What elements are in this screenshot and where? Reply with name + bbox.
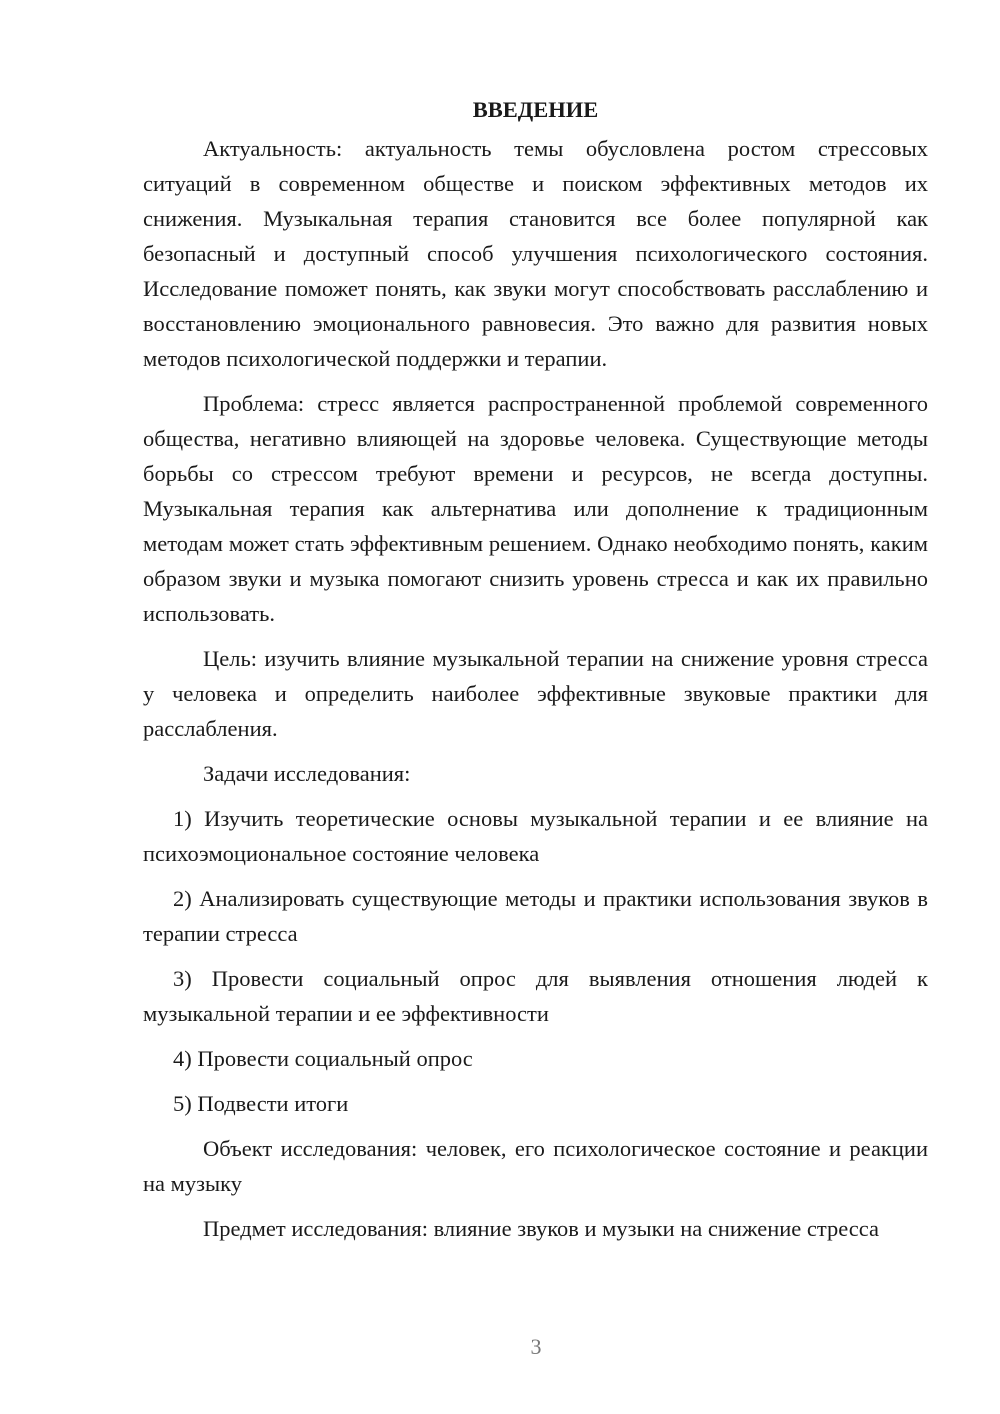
tasks-heading: Задачи исследования: xyxy=(203,761,411,786)
page-title: ВВЕДЕНИЕ xyxy=(472,97,599,122)
tasks-list xyxy=(143,801,928,1121)
list-item: 2) Анализировать существующие методы и практики использования звуков в терапии стресса xyxy=(143,886,928,946)
list-item: 5) Подвести итоги xyxy=(173,1091,349,1116)
list-item: 3) Провести социальный опрос для выявления отношения людей к музыкальной терапии и ее эффективности xyxy=(143,966,928,1026)
paragraph-problem: Проблема: стресс является распространенной проблемой современного общества, негативно влияющей на здоровье человека. Существующие методы борьбы со стрессом требуют времени и ресурсов, не всегда доступны. Музыкальная терапия как альтернатива или дополнение к традиционным методам может стать эффективным решением. Однако необходимо понять, каким образом звуки и музыка помогают снизить уровень стресса и как их правильно использовать. xyxy=(143,391,928,626)
list-item: 4) Провести социальный опрос xyxy=(173,1046,473,1071)
list-item: 1) Изучить теоретические основы музыкальной терапии и ее влияние на психоэмоциональное состояние человека xyxy=(143,806,928,866)
paragraph-relevance: Актуальность: актуальность темы обусловлена ростом стрессовых ситуаций в современном обществе и поиском эффективных методов их снижения. Музыкальная терапия становится все более популярной как безопасный и доступный способ улучшения психологического состояния. Исследование поможет понять, как звуки могут способствовать расслаблению и восстановлению эмоционального равновесия. Это важно для развития новых методов психологической поддержки и терапии. xyxy=(143,136,928,371)
document-page xyxy=(143,92,928,1256)
page-number: 3 xyxy=(530,1334,542,1359)
paragraph-subject: Предмет исследования: влияние звуков и музыки на снижение стресса xyxy=(203,1216,880,1241)
paragraph-object: Объект исследования: человек, его психологическое состояние и реакции на музыку xyxy=(143,1136,928,1196)
paragraph-goal: Цель: изучить влияние музыкальной терапии на снижение уровня стресса у человека и определить наиболее эффективные звуковые практики для расслабления. xyxy=(143,646,928,741)
